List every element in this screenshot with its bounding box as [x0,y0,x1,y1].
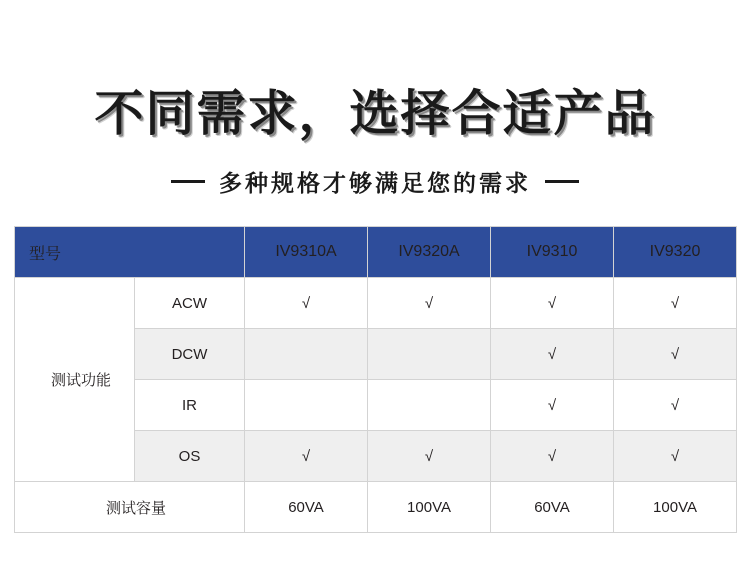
table-row [15,482,737,533]
cell-capacity-iv9310a: 60VA [245,482,368,533]
right-rule-icon [545,180,579,183]
spec-table [14,226,737,533]
table-header-row [15,227,737,278]
column-header-iv9310a: IV9310A [245,227,368,278]
cell-ir-iv9310a [245,380,368,431]
cell-ir-iv9320a [368,380,491,431]
cell-dcw-iv9310a [245,329,368,380]
cell-os-iv9320: √ [614,431,737,482]
cell-acw-iv9320: √ [614,278,737,329]
column-header-iv9320: IV9320 [614,227,737,278]
cell-ir-iv9310: √ [491,380,614,431]
cell-dcw-iv9320: √ [614,329,737,380]
cell-acw-iv9310: √ [491,278,614,329]
row-label-test-capacity: 测试容量 [15,482,245,533]
cell-ir-iv9320: √ [614,380,737,431]
cell-os-iv9310: √ [491,431,614,482]
row-label-dcw: DCW [135,329,245,380]
cell-capacity-iv9320a: 100VA [368,482,491,533]
subtitle-row [0,165,750,198]
row-group-label-test-function: 测试功能 [15,278,135,482]
cell-dcw-iv9320a [368,329,491,380]
row-label-acw: ACW [135,278,245,329]
cell-dcw-iv9310: √ [491,329,614,380]
table-row [15,278,737,329]
cell-acw-iv9320a: √ [368,278,491,329]
cell-capacity-iv9310: 60VA [491,482,614,533]
column-header-iv9320a: IV9320A [368,227,491,278]
column-header-iv9310: IV9310 [491,227,614,278]
cell-capacity-iv9320: 100VA [614,482,737,533]
spec-table-wrap [14,226,736,533]
cell-os-iv9320a: √ [368,431,491,482]
left-rule-icon [171,180,205,183]
heading-block [0,0,750,198]
cell-acw-iv9310a: √ [245,278,368,329]
row-label-os: OS [135,431,245,482]
page-title: 不同需求，选择合适产品 [94,85,656,142]
column-header-model: 型号 [15,227,245,278]
cell-os-iv9310a: √ [245,431,368,482]
page-subtitle: 多种规格才够满足您的需求 [219,171,531,198]
table-header [15,227,737,278]
table-body [15,278,737,533]
row-label-ir: IR [135,380,245,431]
